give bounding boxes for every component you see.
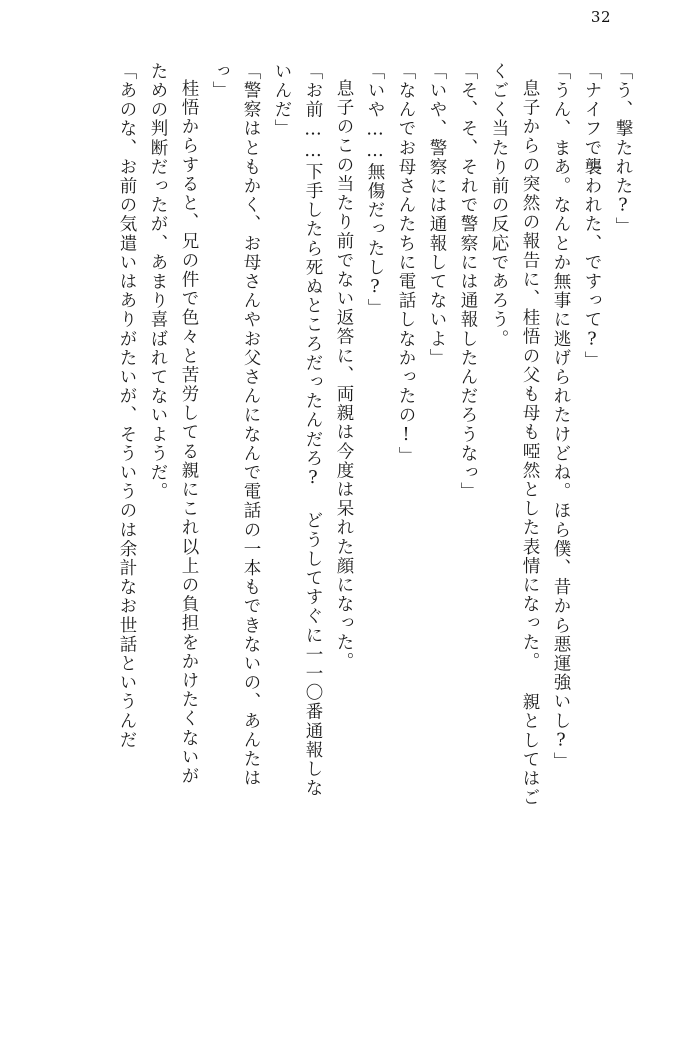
text-column: 息子からの突然の報告に、桂悟の父も母も啞然とした表情になった。 親としてはご (520, 79, 540, 808)
text-column: 「警察はともかく、お母さんやお父さんになんで電話の一本もできないの、あんたは (241, 62, 261, 788)
text-column: くごく当たり前の反応であろう。 (489, 62, 509, 349)
text-column: 「あのな、お前の気遣いはありがたいが、そういうのは余計なお世話というんだ (117, 62, 137, 750)
text-column: 「いや……無傷だったし?」 (365, 62, 385, 318)
text-column: 「お前……下手したら死ぬところだったんだろ? どうしてすぐに一一〇番通報しな (303, 62, 323, 798)
text-column: 「ナイフで襲われた、ですって?」 (582, 62, 602, 371)
text-column: 「そ、そ、それで警察には通報したんだろうなっ」 (458, 62, 478, 502)
text-column: 「う、撃たれた?」 (613, 62, 633, 237)
page-number: 32 (590, 8, 611, 26)
text-column: ための判断だったが、あまり喜ばれてないようだ。 (148, 62, 168, 502)
vertical-text-body (38, 62, 631, 1024)
text-column: いんだ」 (272, 62, 292, 139)
text-column: 「いや、警察には通報してないよ」 (427, 62, 447, 368)
text-column: っ」 (210, 62, 230, 101)
text-column: 桂悟からすると、兄の件で色々と苦労してる親にこれ以上の負担をかけたくないが (179, 79, 199, 786)
text-column: 息子のこの当たり前でない返答に、両親は今度は呆れた顔になった。 (334, 79, 354, 672)
text-column: 「うん、まあ。なんとか無事に逃げられたけどね。ほら僕、昔から悪運強いし?」 (551, 62, 571, 772)
text-column: 「なんでお母さんたちに電話しなかったの!」 (396, 62, 416, 466)
